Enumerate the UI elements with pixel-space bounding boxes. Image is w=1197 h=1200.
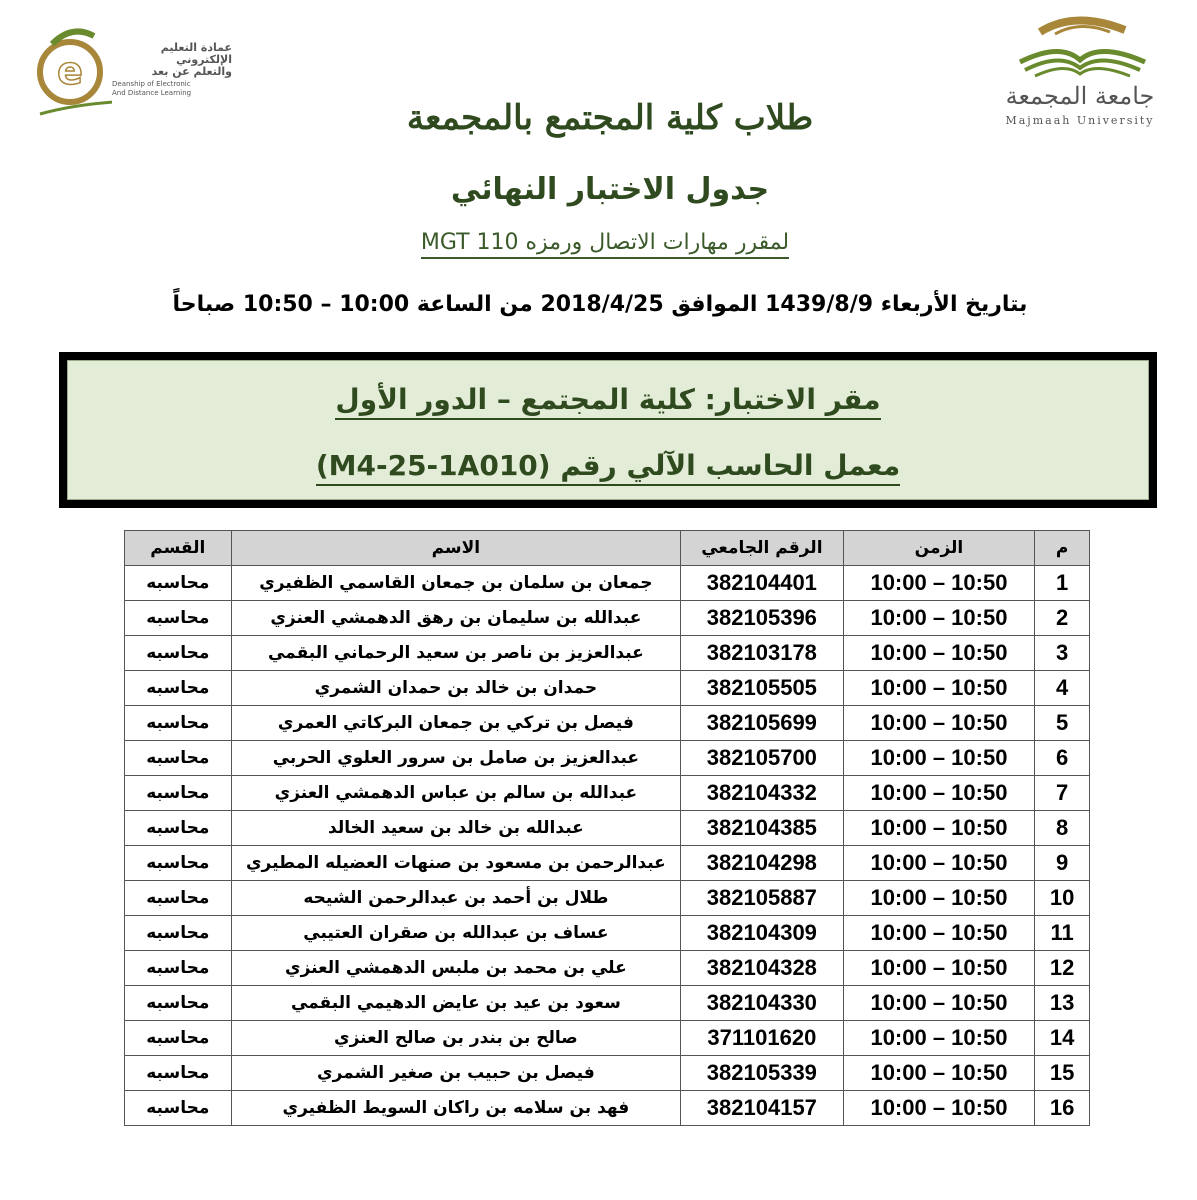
row-number: 7 xyxy=(1035,776,1090,811)
table-row xyxy=(125,776,1090,811)
row-time: 10:00 – 10:50 xyxy=(843,741,1035,776)
row-number: 9 xyxy=(1035,846,1090,881)
row-time: 10:00 – 10:50 xyxy=(843,1021,1035,1056)
university-arabic-name: جامعة المجمعة xyxy=(1005,82,1155,110)
row-number: 10 xyxy=(1035,881,1090,916)
table-row xyxy=(125,671,1090,706)
row-time: 10:00 – 10:50 xyxy=(843,776,1035,811)
row-name: فهد بن سلامه بن راكان السويط الظفيري xyxy=(231,1091,681,1126)
row-number: 16 xyxy=(1035,1091,1090,1126)
row-name: علي بن محمد بن ملبس الدهمشي العنزي xyxy=(231,951,681,986)
venue-location-text: مقر الاختبار: كلية المجتمع – الدور الأول xyxy=(335,383,880,420)
row-student-id: 382105699 xyxy=(681,706,843,741)
row-student-id: 382104309 xyxy=(681,916,843,951)
row-time: 10:00 – 10:50 xyxy=(843,1056,1035,1091)
row-time: 10:00 – 10:50 xyxy=(843,916,1035,951)
header-name: الاسم xyxy=(231,531,681,566)
row-department: محاسبه xyxy=(125,636,232,671)
open-book-icon xyxy=(980,12,1180,82)
table-row xyxy=(125,1056,1090,1091)
row-number: 12 xyxy=(1035,951,1090,986)
row-name: عبدالرحمن بن مسعود بن صنهات العضيله المطيري xyxy=(231,846,681,881)
page-title: طلاب كلية المجتمع بالمجمعة xyxy=(406,98,814,138)
row-department: محاسبه xyxy=(125,1021,232,1056)
table-row xyxy=(125,986,1090,1021)
row-time: 10:00 – 10:50 xyxy=(843,1091,1035,1126)
row-student-id: 382104298 xyxy=(681,846,843,881)
table-row xyxy=(125,951,1090,986)
row-name: عساف بن عبدالله بن صقران العتيبي xyxy=(231,916,681,951)
row-student-id: 382104332 xyxy=(681,776,843,811)
row-student-id: 382104157 xyxy=(681,1091,843,1126)
row-student-id: 382104401 xyxy=(681,566,843,601)
table-row xyxy=(125,601,1090,636)
table-body xyxy=(125,566,1090,1126)
row-student-id: 371101620 xyxy=(681,1021,843,1056)
row-department: محاسبه xyxy=(125,846,232,881)
row-department: محاسبه xyxy=(125,916,232,951)
row-department: محاسبه xyxy=(125,706,232,741)
row-name: عبدالله بن خالد بن سعيد الخالد xyxy=(231,811,681,846)
header-time: الزمن xyxy=(843,531,1035,566)
student-table xyxy=(124,530,1090,1126)
row-time: 10:00 – 10:50 xyxy=(843,706,1035,741)
row-student-id: 382105887 xyxy=(681,881,843,916)
row-student-id: 382104328 xyxy=(681,951,843,986)
row-department: محاسبه xyxy=(125,741,232,776)
row-number: 11 xyxy=(1035,916,1090,951)
row-number: 14 xyxy=(1035,1021,1090,1056)
table-row xyxy=(125,741,1090,776)
deanship-english-name: Deanship of Electronic And Distance Learning xyxy=(112,80,192,97)
row-time: 10:00 – 10:50 xyxy=(843,951,1035,986)
row-number: 4 xyxy=(1035,671,1090,706)
venue-lab xyxy=(68,449,1148,482)
deanship-emblem-icon xyxy=(32,14,112,124)
row-name: حمدان بن خالد بن حمدان الشمري xyxy=(231,671,681,706)
row-number: 15 xyxy=(1035,1056,1090,1091)
row-name: عبدالله بن سالم بن عباس الدهمشي العنزي xyxy=(231,776,681,811)
deanship-logo xyxy=(32,14,232,134)
row-department: محاسبه xyxy=(125,776,232,811)
row-number: 6 xyxy=(1035,741,1090,776)
row-department: محاسبه xyxy=(125,1091,232,1126)
row-number: 13 xyxy=(1035,986,1090,1021)
row-department: محاسبه xyxy=(125,1056,232,1091)
row-name: عبدالله بن سليمان بن رهق الدهمشي العنزي xyxy=(231,601,681,636)
course-line xyxy=(300,230,910,255)
row-name: سعود بن عيد بن عايض الدهيمي البقمي xyxy=(231,986,681,1021)
row-student-id: 382105339 xyxy=(681,1056,843,1091)
table-row xyxy=(125,706,1090,741)
exam-date-line: بتاريخ الأربعاء 1439/8/9 الموافق 2018/4/25 من الساعة 10:00 – 10:50 صباحاً xyxy=(172,292,1028,317)
university-english-name: Majmaah University xyxy=(1005,114,1155,127)
row-number: 3 xyxy=(1035,636,1090,671)
venue-panel xyxy=(67,360,1149,500)
table-header-row xyxy=(125,531,1090,566)
row-student-id: 382104385 xyxy=(681,811,843,846)
row-department: محاسبه xyxy=(125,601,232,636)
row-department: محاسبه xyxy=(125,811,232,846)
row-department: محاسبه xyxy=(125,671,232,706)
table-row xyxy=(125,1021,1090,1056)
row-number: 8 xyxy=(1035,811,1090,846)
table-row xyxy=(125,881,1090,916)
svg-text:e: e xyxy=(57,49,83,93)
deanship-arabic-name: عمادة التعليم الإلكتروني والتعلم عن بعد xyxy=(151,41,232,78)
row-time: 10:00 – 10:50 xyxy=(843,811,1035,846)
table-row xyxy=(125,811,1090,846)
row-time: 10:00 – 10:50 xyxy=(843,601,1035,636)
row-name: عبدالعزيز بن ناصر بن سعيد الرحماني البقمي xyxy=(231,636,681,671)
table-row xyxy=(125,566,1090,601)
venue-box xyxy=(59,352,1157,508)
table-row xyxy=(125,636,1090,671)
row-time: 10:00 – 10:50 xyxy=(843,881,1035,916)
row-time: 10:00 – 10:50 xyxy=(843,566,1035,601)
row-name: عبدالعزيز بن صامل بن سرور العلوي الحربي xyxy=(231,741,681,776)
row-number: 2 xyxy=(1035,601,1090,636)
row-name: جمعان بن سلمان بن جمعان القاسمي الظفيري xyxy=(231,566,681,601)
row-student-id: 382105396 xyxy=(681,601,843,636)
university-logo xyxy=(980,12,1180,132)
row-student-id: 382105505 xyxy=(681,671,843,706)
row-time: 10:00 – 10:50 xyxy=(843,986,1035,1021)
row-department: محاسبه xyxy=(125,986,232,1021)
row-department: محاسبه xyxy=(125,881,232,916)
venue-lab-text: معمل الحاسب الآلي رقم (M4-25-1A010) xyxy=(316,449,900,486)
table-row xyxy=(125,846,1090,881)
row-time: 10:00 – 10:50 xyxy=(843,846,1035,881)
table-row xyxy=(125,916,1090,951)
row-name: فيصل بن تركي بن جمعان البركاتي العمري xyxy=(231,706,681,741)
row-name: فيصل بن حبيب بن صغير الشمري xyxy=(231,1056,681,1091)
row-department: محاسبه xyxy=(125,566,232,601)
table-row xyxy=(125,1091,1090,1126)
row-student-id: 382105700 xyxy=(681,741,843,776)
row-name: طلال بن أحمد بن عبدالرحمن الشيحه xyxy=(231,881,681,916)
page-subtitle: جدول الاختبار النهائي xyxy=(450,172,770,207)
course-text: لمقرر مهارات الاتصال ورمزه MGT 110 xyxy=(421,230,789,259)
header-student-id: الرقم الجامعي xyxy=(681,531,843,566)
header-number: م xyxy=(1035,531,1090,566)
row-number: 1 xyxy=(1035,566,1090,601)
row-student-id: 382103178 xyxy=(681,636,843,671)
venue-location xyxy=(68,383,1148,416)
row-department: محاسبه xyxy=(125,951,232,986)
row-time: 10:00 – 10:50 xyxy=(843,636,1035,671)
row-student-id: 382104330 xyxy=(681,986,843,1021)
row-name: صالح بن بندر بن صالح العنزي xyxy=(231,1021,681,1056)
row-time: 10:00 – 10:50 xyxy=(843,671,1035,706)
row-number: 5 xyxy=(1035,706,1090,741)
header-department: القسم xyxy=(125,531,232,566)
